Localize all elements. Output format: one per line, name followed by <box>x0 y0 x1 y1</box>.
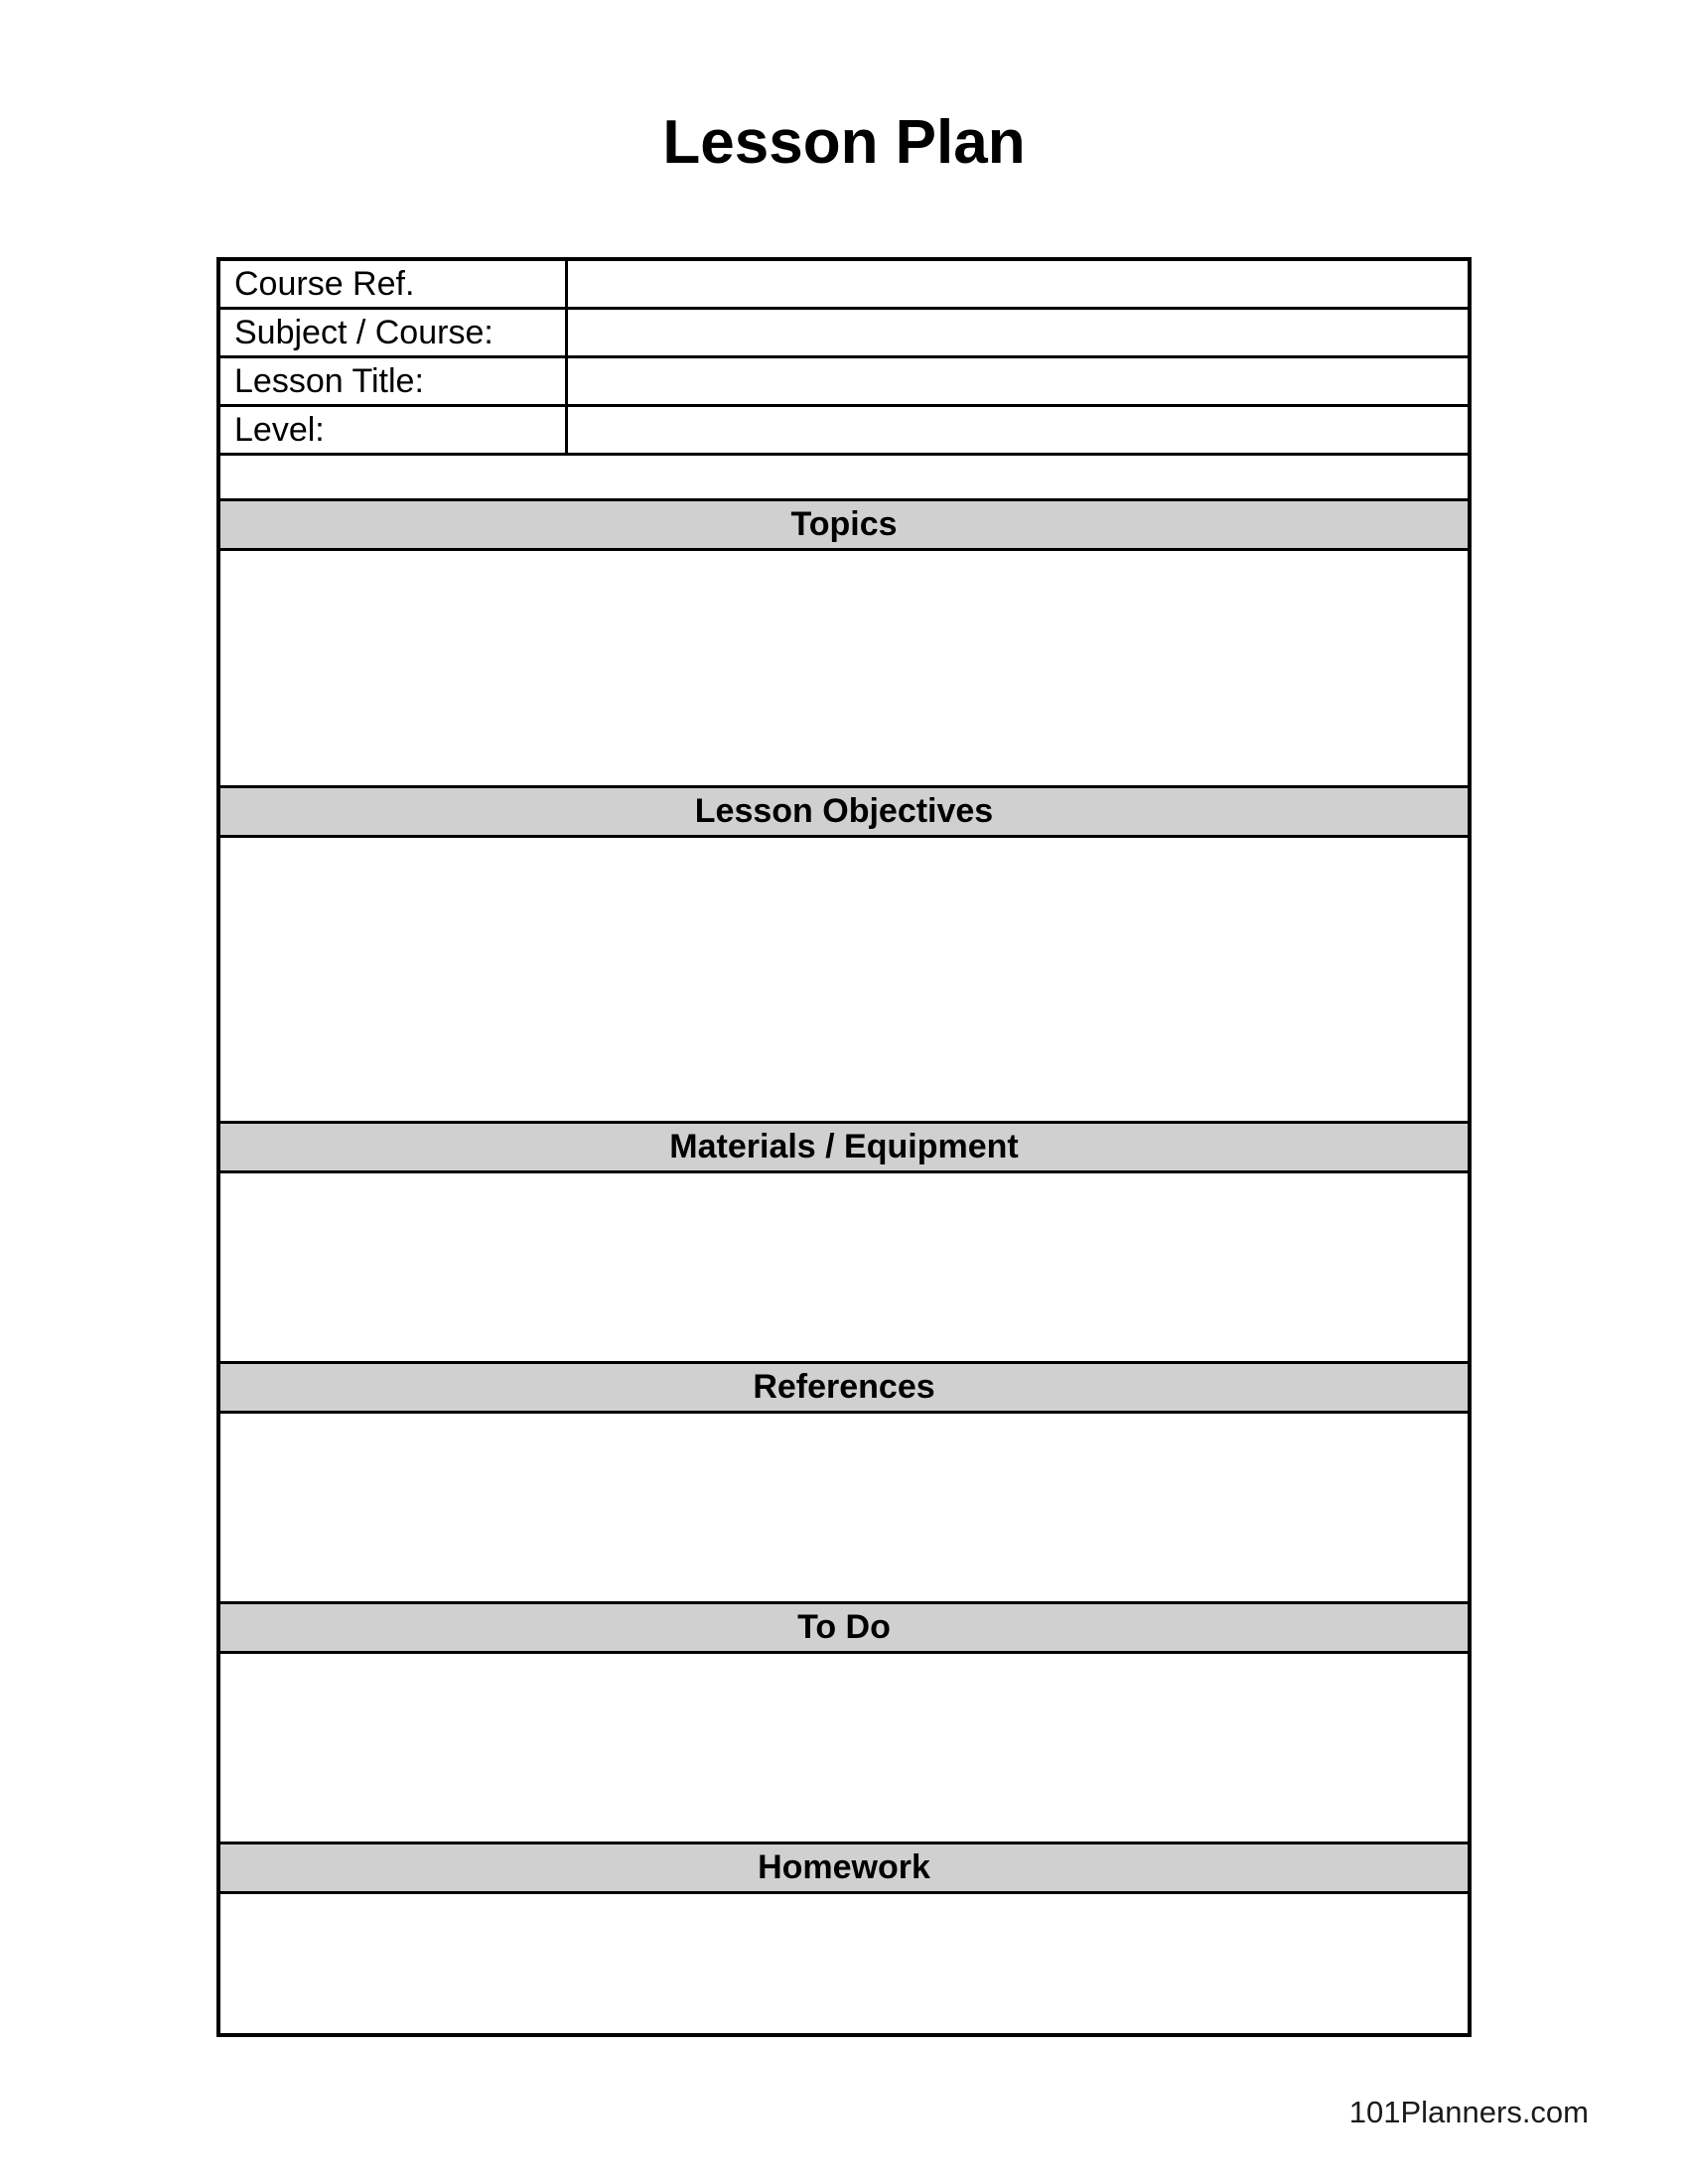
info-row-subject-course <box>220 310 1468 358</box>
homework-content-area[interactable] <box>220 1894 1468 2033</box>
subject-course-field[interactable] <box>568 310 1468 355</box>
section-header-references: References <box>220 1364 1468 1414</box>
subject-course-label: Subject / Course: <box>220 310 568 355</box>
section-header-materials-equipment: Materials / Equipment <box>220 1124 1468 1173</box>
lesson-objectives-content-area[interactable] <box>220 838 1468 1124</box>
page-title: Lesson Plan <box>662 108 1026 177</box>
info-row-level <box>220 407 1468 456</box>
info-row-course-ref <box>220 261 1468 310</box>
topics-content-area[interactable] <box>220 551 1468 788</box>
section-header-lesson-objectives: Lesson Objectives <box>220 788 1468 838</box>
info-row-lesson-title <box>220 358 1468 407</box>
lesson-title-field[interactable] <box>568 358 1468 404</box>
section-header-to-do: To Do <box>220 1604 1468 1654</box>
footer-site-credit[interactable]: 101Planners.com <box>1348 2095 1589 2129</box>
level-label: Level: <box>220 407 568 453</box>
lesson-title-label: Lesson Title: <box>220 358 568 404</box>
section-header-topics: Topics <box>220 501 1468 551</box>
course-ref-field[interactable] <box>568 261 1468 307</box>
spacer-row <box>220 456 1468 501</box>
course-ref-label: Course Ref. <box>220 261 568 307</box>
lesson-plan-table <box>216 257 1472 2037</box>
section-header-homework: Homework <box>220 1844 1468 1894</box>
references-content-area[interactable] <box>220 1414 1468 1604</box>
to-do-content-area[interactable] <box>220 1654 1468 1844</box>
level-field[interactable] <box>568 407 1468 453</box>
materials-equipment-content-area[interactable] <box>220 1173 1468 1364</box>
